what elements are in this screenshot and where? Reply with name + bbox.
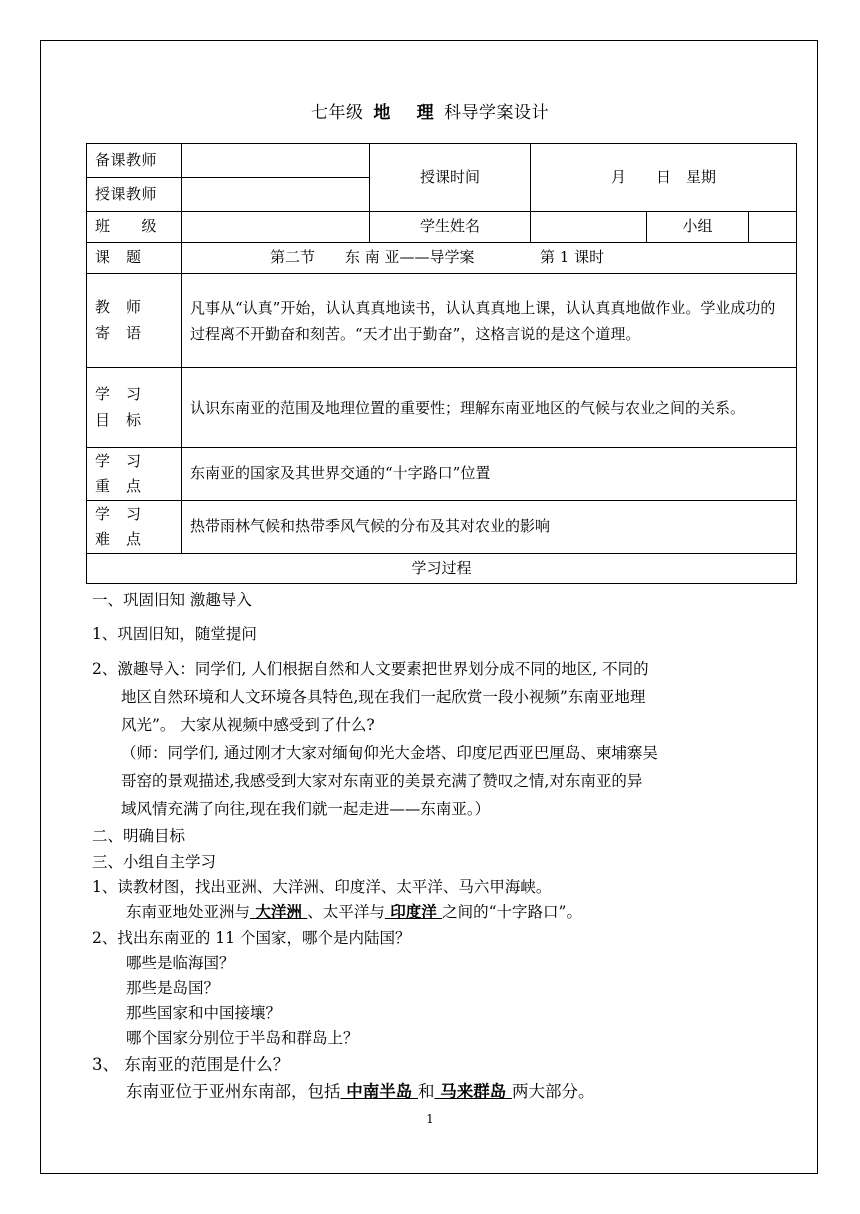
title-grade: 七年级 (310, 103, 364, 123)
item-2-line-5: 哥窑的景观描述,我感受到大家对东南亚的美景充满了赞叹之情,对东南亚的异 (121, 772, 643, 790)
item-2-line-1: 2、激趣导入：同学们, 人们根据自然和人文要素把世界划分成不同的地区, 不同的 (92, 660, 649, 678)
diff-label-2: 难 点 (95, 530, 142, 548)
q3-answer-1: 中南半岛 (340, 1082, 418, 1101)
lesson-info-table (86, 143, 797, 584)
question-3: 3、 东南亚的范围是什么？ (92, 1055, 290, 1074)
class-label: 班 级 (87, 212, 182, 243)
teacher-message: 凡事从“认真”开始，认认真真地读书，认认真真地上课，认认真真地做作业。学业成功的过程离不开勤奋和刻苦。“天才出于勤奋”，这格言说的是这个道理。 (182, 274, 797, 368)
q1-text-post: 之间的“十字路口”。 (442, 903, 582, 921)
question-2a: 哪些是临海国？ (126, 954, 235, 972)
message-label (87, 274, 182, 368)
question-2: 2、找出东南亚的 11 个国家，哪个是内陆国？ (92, 929, 411, 947)
question-2c: 那些国家和中国接壤？ (126, 1004, 282, 1022)
q3-text-mid: 和 (418, 1082, 435, 1101)
item-2-line-4: （师：同学们, 通过刚才大家对缅甸仰光大金塔、印度尼西亚巴厘岛、柬埔寨吴 (121, 744, 658, 762)
key-label (87, 448, 182, 501)
q1-text-pre: 东南亚地处亚洲与 (126, 903, 251, 921)
group-value[interactable] (749, 212, 797, 243)
message-label-2: 寄 语 (95, 323, 142, 342)
prep-teacher-value[interactable] (182, 144, 370, 178)
page-number: 1 (426, 1112, 434, 1126)
goal-label-1: 学 习 (95, 385, 142, 403)
group-label: 小组 (647, 212, 749, 243)
learning-goal: 认识东南亚的范围及地理位置的重要性；理解东南亚地区的气候与农业之间的关系。 (182, 368, 797, 448)
key-label-2: 重 点 (95, 477, 142, 495)
learning-difficulty: 热带雨林气候和热带季风气候的分布及其对农业的影响 (182, 501, 797, 554)
question-2d: 哪个国家分别位于半岛和群岛上？ (126, 1029, 359, 1047)
section-3-heading: 三、小组自主学习 (92, 853, 217, 871)
item-2-line-6: 域风情充满了向往,现在我们就一起走进——东南亚。） (121, 800, 491, 818)
topic-section: 第二节 东 南 亚——导学案 (270, 248, 475, 267)
diff-label-1: 学 习 (95, 504, 142, 523)
difficulty-label (87, 501, 182, 554)
item-2-line-3: 风光”。 大家从视频中感受到了什么? (121, 716, 375, 734)
item-2-block (92, 655, 812, 823)
title-subject-2: 理 (416, 103, 435, 123)
q3-answer-2: 马来群岛 (434, 1082, 512, 1101)
question-1-answer (92, 900, 846, 924)
section-1-heading: 一、巩固旧知 激趣导入 (92, 591, 252, 609)
student-name-label: 学生姓名 (370, 212, 531, 243)
q1-answer-2: 印度洋 (384, 903, 443, 921)
q1-text-mid: 、太平洋与 (307, 903, 385, 921)
topic-period: 第 1 课时 (540, 248, 605, 267)
goal-label (87, 368, 182, 448)
title-post: 科导学案设计 (444, 103, 550, 123)
teach-time-label: 授课时间 (370, 144, 531, 212)
teach-teacher-value[interactable] (182, 178, 370, 212)
item-2-line-2: 地区自然环境和人文环境各具特色,现在我们一起欣赏一段小视频”东南亚地理 (121, 688, 646, 706)
topic-label: 课 题 (87, 243, 182, 274)
page-title (0, 98, 860, 123)
class-value[interactable] (182, 212, 370, 243)
question-1: 1、读教材图，找出亚洲、大洋洲、印度洋、太平洋、马六甲海峡。 (92, 878, 552, 896)
q3-text-post: 两大部分。 (512, 1082, 595, 1101)
section-2-heading: 二、明确目标 (92, 827, 186, 845)
teach-time-value[interactable]: 月 日 星期 (531, 144, 797, 212)
item-1: 1、巩固旧知，随堂提问 (92, 625, 257, 643)
student-name-value[interactable] (531, 212, 647, 243)
prep-teacher-label: 备课教师 (87, 144, 182, 178)
message-label-1: 教 师 (95, 298, 142, 316)
question-3-answer (92, 1080, 846, 1104)
learning-process-header: 学习过程 (87, 554, 797, 584)
goal-label-2: 目 标 (95, 410, 142, 429)
topic-value (182, 243, 797, 274)
key-label-1: 学 习 (95, 451, 142, 470)
q1-answer-1: 大洋洲 (250, 903, 308, 921)
q3-text-pre: 东南亚位于亚州东南部，包括 (126, 1082, 341, 1101)
teach-teacher-label: 授课教师 (87, 178, 182, 212)
learning-key-point: 东南亚的国家及其世界交通的“十字路口”位置 (182, 448, 797, 501)
question-2b: 那些是岛国？ (126, 979, 220, 997)
title-subject-1: 地 (373, 103, 391, 123)
